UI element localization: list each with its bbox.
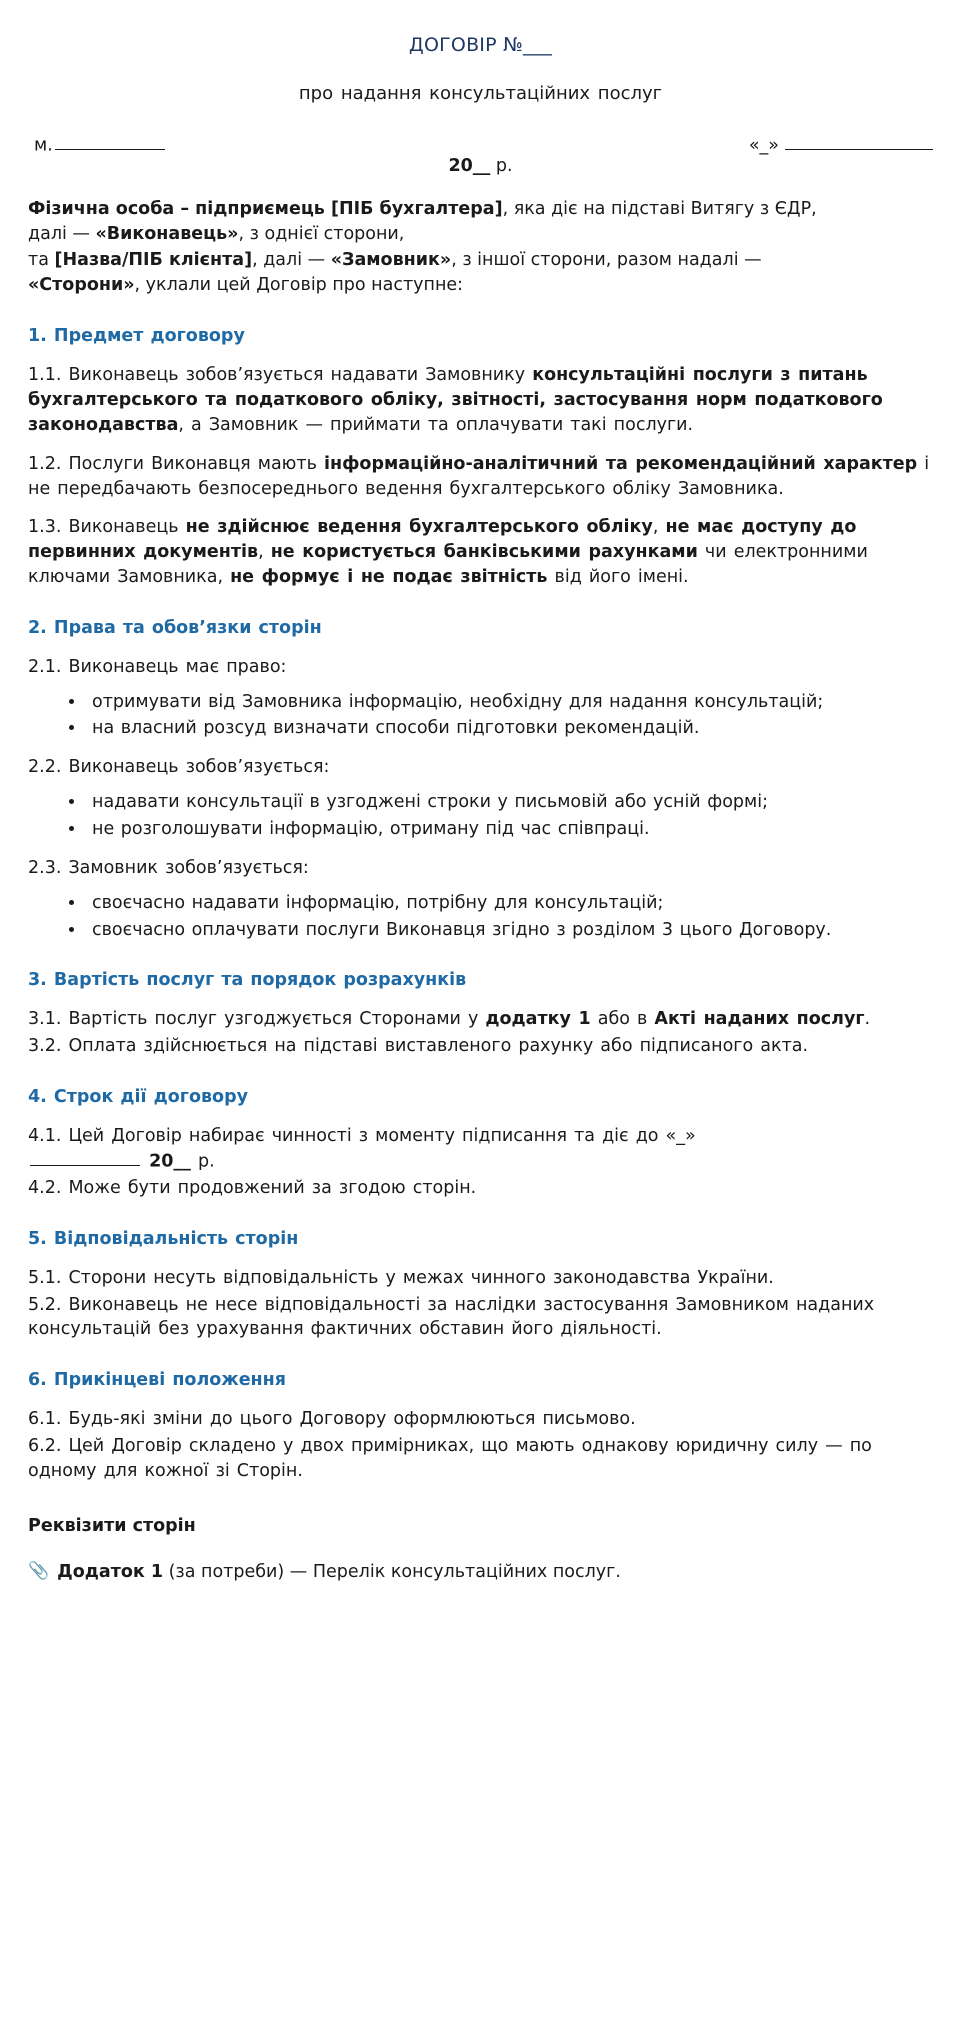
clause-2-2: 2.2. Виконавець зобов’язується: (28, 757, 330, 778)
attachment-text (57, 1560, 621, 1585)
place-label: м. (34, 135, 53, 156)
section-heading-3: 3. Вартість послуг та порядок розрахунків (28, 970, 467, 991)
clause-4-1 (28, 1124, 933, 1174)
clause-1-3 (28, 515, 933, 590)
list-item: • своєчасно оплачувати послуги Виконавця згідно з розділом 3 цього Договору. (86, 918, 933, 943)
clause-6-2: 6.2. Цей Договір складено у двох примірниках, що мають однакову юридичну силу — по одному для кожної зі Сторін. (28, 1435, 872, 1481)
attachment-label: Додаток 1 (57, 1562, 164, 1583)
intro-line3-rest: , з іншої сторони, разом надалі — (451, 249, 762, 270)
intro-client-name: [Назва/ПІБ клієнта] (54, 249, 253, 270)
place-field (34, 133, 167, 158)
clause-1-3-text-h: не формує і не подає звітність (230, 567, 548, 588)
paperclip-icon: 📎 (28, 1561, 50, 1582)
clause-1-2 (28, 452, 933, 502)
clause-1-1-text-a: 1.1. Виконавець зобов’язується надавати Замовнику (28, 365, 533, 386)
attachment-description: (за потреби) — Перелік консультаційних послуг. (163, 1562, 621, 1583)
clause-5-1: 5.1. Сторони несуть відповідальність у межах чинного законодавства України. (28, 1267, 774, 1288)
clause-3-1-text-c: або в (590, 1009, 655, 1030)
clause-4-1-date-blank (30, 1149, 140, 1167)
clause-1-1 (28, 363, 933, 438)
clause-2-2-list (28, 790, 933, 842)
clause-3-1-text-a: 3.1. Вартість послуг узгоджується Сторонами у (28, 1009, 486, 1030)
section-heading-4: 4. Строк дії договору (28, 1086, 248, 1107)
clause-1-1-text-b: консультаційні послуги з питань бухгалтерського та податкового обліку, звітності, застосування норм податкового законодавства (28, 365, 883, 435)
list-item: • своєчасно надавати інформацію, потрібну для консультацій; (86, 891, 933, 916)
clause-4-1-text: 4.1. Цей Договір набирає чинності з моменту підписання та діє до «_» (28, 1125, 696, 1146)
clause-1-2-text-c: і не передбачають безпосереднього ведення бухгалтерського обліку Замовника. (28, 453, 930, 499)
clause-1-2-text-a: 1.2. Послуги Виконавця мають (28, 453, 324, 474)
clause-1-3-text-c: , (652, 517, 666, 538)
clause-6-1: 6.1. Будь-які зміни до цього Договору оформлюються письмово. (28, 1409, 636, 1430)
intro-executor-term: «Виконавець» (95, 224, 239, 245)
list-item: • не розголошувати інформацію, отриману під час співпраці. (86, 817, 933, 842)
year-label: 20__ (448, 155, 491, 176)
place-blank (55, 133, 165, 151)
intro-line3-prefix: та (28, 249, 55, 270)
clause-2-1: 2.1. Виконавець має право: (28, 656, 287, 677)
clause-3-1-text-d: Акті наданих послуг (654, 1009, 865, 1030)
clause-3-1-text-e: . (864, 1009, 871, 1030)
requisites-title: Реквізити сторін (28, 1515, 196, 1536)
list-item: • отримувати від Замовника інформацію, необхідну для надання консультацій; (86, 690, 933, 715)
clause-2-3-list (28, 891, 933, 943)
intro-client-term: «Замовник» (330, 249, 452, 270)
intro-line2-rest: , з однієї сторони, (238, 224, 405, 245)
year-suffix: р. (495, 155, 513, 176)
clause-1-3-text-f: не користується банківськими рахунками (270, 542, 698, 563)
clause-1-3-text-a: 1.3. Виконавець (28, 517, 186, 538)
clause-1-1-text-c: , а Замовник — приймати та оплачувати такі послуги. (178, 414, 694, 435)
clause-4-2: 4.2. Може бути продовжений за згодою сторін. (28, 1178, 477, 1199)
intro-line1-rest: , яка діє на підставі Витягу з ЄДР, (502, 198, 817, 219)
section-heading-6: 6. Прикінцеві положення (28, 1370, 286, 1391)
clause-1-3-text-b: не здійснює ведення бухгалтерського обліку (185, 517, 653, 538)
intro-line2-prefix: далі — (28, 224, 96, 245)
clause-4-1-year-suffix: р. (198, 1151, 215, 1172)
intro-paragraph (28, 197, 933, 299)
clause-1-2-text-b: інформаційно-аналітичний та рекомендаційний характер (323, 453, 918, 474)
date-quote: «_» (748, 135, 779, 156)
list-item: • надавати консультації в узгоджені строки у письмовій або усній формі; (86, 790, 933, 815)
clause-1-3-text-e: , (258, 542, 271, 563)
document-subtitle: про надання консультаційних послуг (298, 82, 663, 104)
document-title: ДОГОВІР №___ (408, 34, 553, 56)
clause-4-1-year: 20__ (149, 1151, 191, 1172)
list-item: • на власний розсуд визначати способи підготовки рекомендацій. (86, 716, 933, 741)
clause-3-1-text-b: додатку 1 (485, 1009, 591, 1030)
clause-5-2: 5.2. Виконавець не несе відповідальності за наслідки застосування Замовником наданих консультацій без урахування фактичних обставин його діяльності. (28, 1294, 875, 1340)
section-heading-1: 1. Предмет договору (28, 326, 245, 347)
clause-1-3-text-g: чи електронними ключами Замовника, (28, 542, 868, 588)
clause-2-1-list (28, 690, 933, 742)
intro-parties-term: «Сторони» (28, 274, 135, 295)
intro-executor-name: Фізична особа – підприємець [ПІБ бухгалтера] (28, 198, 503, 219)
intro-line3-mid: , далі — (252, 249, 331, 270)
clause-2-3: 2.3. Замовник зобов’язується: (28, 857, 309, 878)
section-heading-2: 2. Права та обов’язки сторін (28, 617, 322, 638)
clause-1-3-text-d: не має доступу до первинних документів (28, 517, 857, 563)
attachment-row (28, 1560, 933, 1585)
clause-3-2: 3.2. Оплата здійснюється на підставі виставленого рахунку або підписаного акта. (28, 1036, 809, 1057)
section-heading-5: 5. Відповідальність сторін (28, 1228, 299, 1249)
clause-1-3-text-i: від його імені. (547, 567, 689, 588)
date-blank (785, 133, 933, 151)
date-field (749, 133, 933, 158)
intro-line4-rest: , уклали цей Договір про наступне: (134, 274, 464, 295)
clause-3-1 (28, 1007, 933, 1032)
